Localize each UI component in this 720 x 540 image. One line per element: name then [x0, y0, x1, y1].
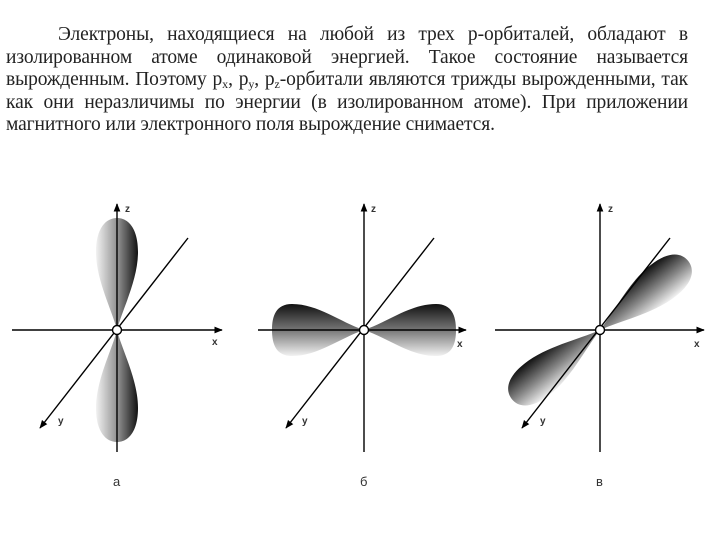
axis-z-label: z — [125, 204, 130, 215]
nucleus — [113, 326, 122, 335]
subscript-y: y — [248, 77, 255, 92]
caption-a: а — [113, 474, 121, 489]
caption-b: б — [360, 474, 368, 489]
axis-x-label: x — [212, 337, 218, 348]
diagram-a — [12, 204, 222, 489]
paragraph-text — [6, 24, 688, 137]
axis-y-label: y — [58, 416, 64, 427]
axis-y-label: y — [540, 416, 546, 427]
nucleus — [596, 326, 605, 335]
axis-z-label: z — [371, 204, 376, 215]
text-part-2: -орбитали являются трижды вырожденными, так как они неразличимы по энергии (в изолированном атоме). При приложении магнитного или электронного поля вырождение снимается. — [6, 69, 688, 136]
caption-v: в — [596, 474, 603, 489]
diagram-v — [495, 204, 704, 489]
text-part-1: Электроны, находящиеся на любой из трех p-орбиталей, обладают в изолированном атоме одинаковой энергией. Такое состояние называется вырожденным. Поэтому p — [6, 24, 688, 91]
text-separator-2: , p — [254, 69, 275, 91]
subscript-x: x — [222, 77, 229, 92]
subscript-z: z — [274, 77, 280, 92]
axis-x-label: x — [457, 339, 463, 350]
paragraph — [6, 24, 688, 137]
diagram-b — [258, 204, 466, 489]
nucleus — [360, 326, 369, 335]
axis-y-label: y — [302, 416, 308, 427]
axis-x-label: x — [694, 339, 700, 350]
orbital-figures — [0, 190, 720, 540]
text-separator-1: , p — [228, 69, 249, 91]
axis-z-label: z — [608, 204, 613, 215]
